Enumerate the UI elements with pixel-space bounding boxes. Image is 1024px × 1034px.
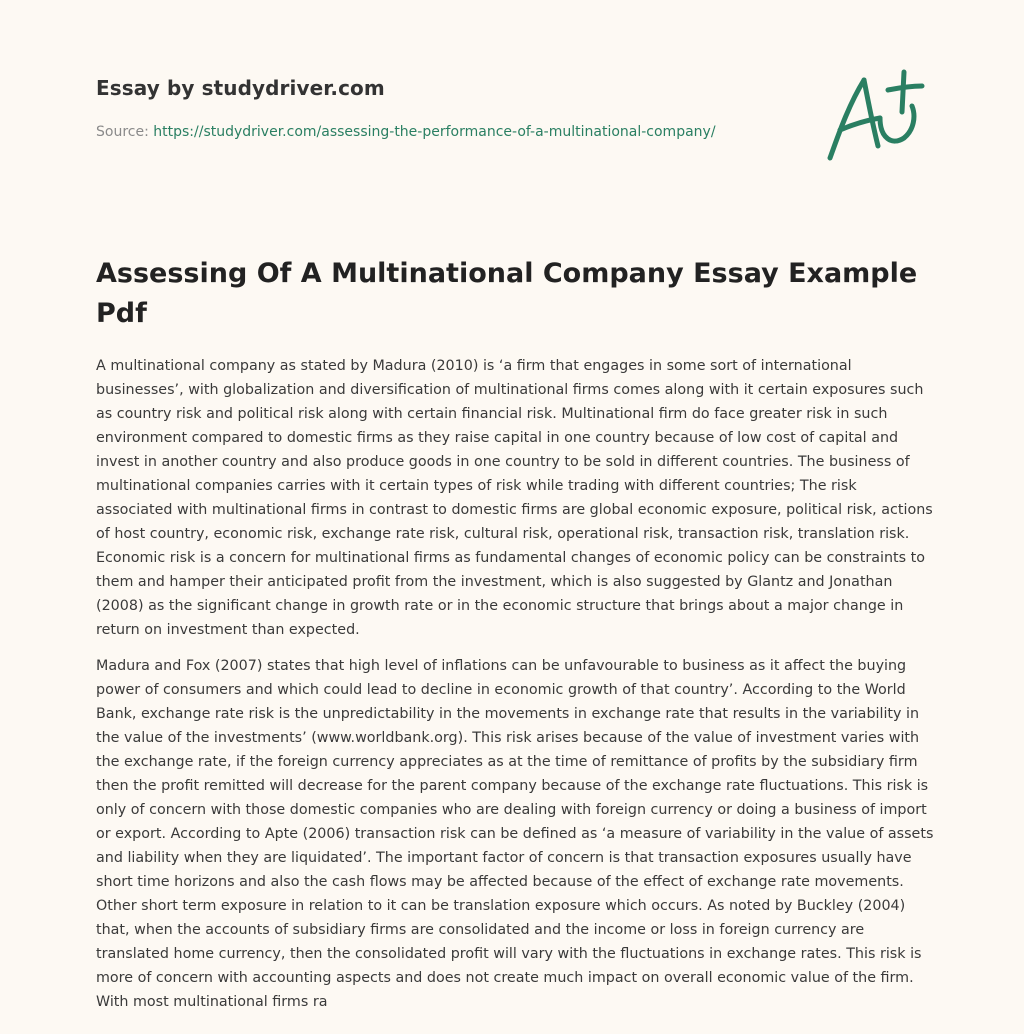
a-plus-logo xyxy=(818,66,932,166)
source-label: Source: xyxy=(96,124,149,140)
site-title: Essay by studydriver.com xyxy=(96,76,385,100)
essay-body xyxy=(96,354,934,1026)
source-link[interactable]: https://studydriver.com/assessing-the-performance-of-a-multinational-company/ xyxy=(153,124,716,140)
source-line xyxy=(96,124,716,140)
essay-title: Assessing Of A Multinational Company Essay Example Pdf xyxy=(96,258,918,329)
essay-paragraph: A multinational company as stated by Madura (2010) is ‘a firm that engages in some sort of international businesses’, with globalization and diversification of multinational firms comes along with it certain exposures such as country risk and political risk along with certain financial risk. Multinational firm do face greater risk in such environment compared to domestic firms as they raise capital in one country because of low cost of capital and invest in another country and also produce goods in one country to be sold in different countries. The business of multinational companies carries with it certain types of risk while trading with different countries; The risk associated with multinational firms in contrast to domestic firms are global economic exposure, political risk, actions of host country, economic risk, exchange rate risk, cultural risk, operational risk, transaction risk, translation risk. Economic risk is a concern for multinational firms as fundamental changes of economic policy can be constraints to them and hamper their anticipated profit from the investment, which is also suggested by Glantz and Jonathan (2008) as the significant change in growth rate or in the economic structure that brings about a major change in return on investment than expected. xyxy=(96,358,933,638)
essay-paragraph: Madura and Fox (2007) states that high level of inflations can be unfavourable to business as it affect the buying power of consumers and which could lead to decline in economic growth of that country’. According to the World Bank, exchange rate risk is the unpredictability in the movements in exchange rate that results in the variability in the value of the investments’ (www.worldbank.org). This risk arises because of the value of investment varies with the exchange rate, if the foreign currency appreciates as at the time of remittance of profits by the subsidiary firm then the profit remitted will decrease for the parent company because of the exchange rate fluctuations. This risk is only of concern with those domestic companies who are dealing with foreign currency or doing a business of import or export. According to Apte (2006) transaction risk can be defined as ‘a measure of variability in the value of assets and liability when they are liquidated’. The important factor of concern is that transaction exposures usually have short time horizons and also the cash flows may be affected because of the effect of exchange rate movements. Other short term exposure in relation to it can be translation exposure which occurs. As noted by Buckley (2004) that, when the accounts of subsidiary firms are consolidated and the income or loss in foreign currency are translated home currency, then the consolidated profit will vary with the fluctuations in exchange rates. This risk is more of concern with accounting aspects and does not create much impact on overall economic value of the firm. With most multinational firms ra xyxy=(96,658,934,1010)
